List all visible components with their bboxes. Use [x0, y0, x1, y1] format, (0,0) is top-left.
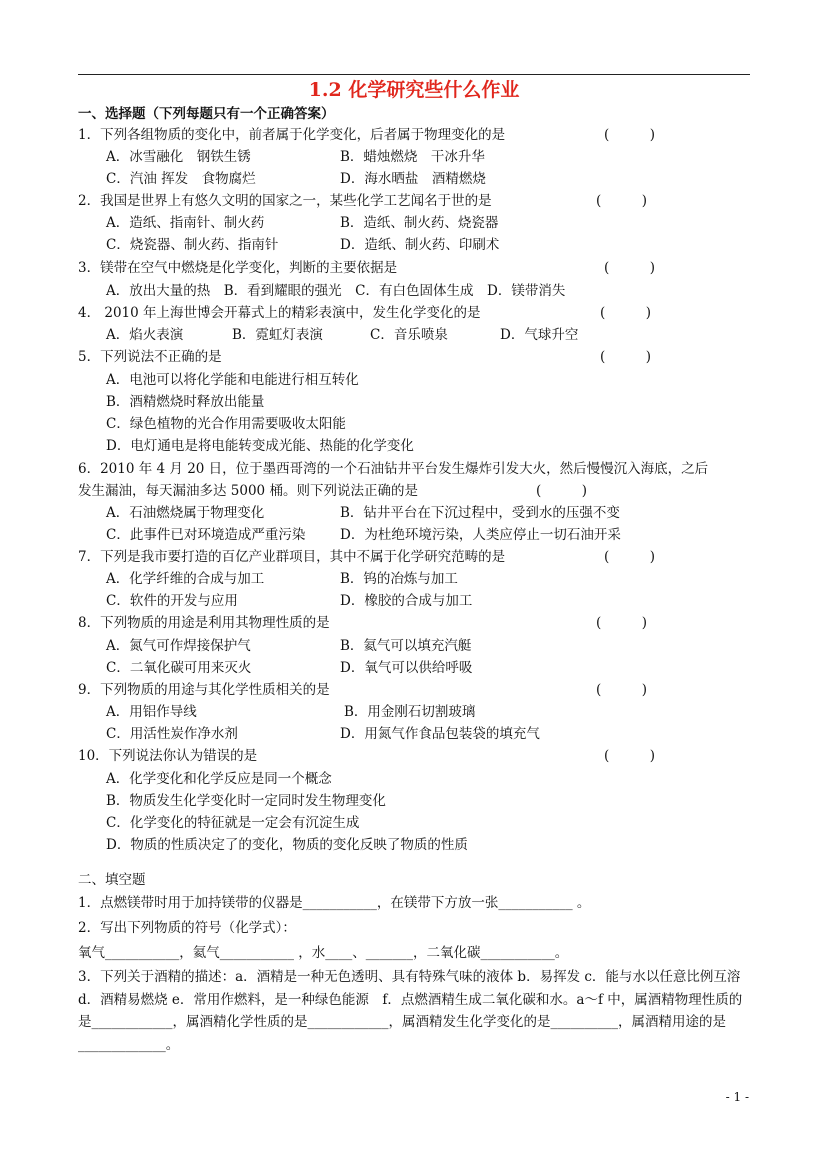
option-7d: D．橡胶的合成与加工: [340, 593, 473, 609]
option-5d: D．电灯通电是将电能转变成光能、热能的化学变化: [106, 438, 414, 454]
option-4a: A．焰火表演: [106, 327, 184, 343]
option-9a: A．用铝作导线: [106, 704, 197, 720]
question-9: 9．下列物质的用途与其化学性质相关的是: [78, 682, 330, 698]
option-10a: A．化学变化和化学反应是同一个概念: [106, 771, 332, 787]
fill-question-2-line: 氧气___________，氦气___________ ，水____、_______，二氧化碳___________。: [78, 945, 569, 961]
answer-blank-1: ( ): [604, 127, 656, 143]
option-4c: C．音乐喷泉: [370, 327, 448, 343]
answer-blank-3: ( ): [604, 260, 656, 276]
question-5: 5．下列说法不正确的是: [78, 349, 222, 365]
option-9c: C．用活性炭作净水剂: [106, 726, 238, 742]
option-9d: D．用氮气作食品包装袋的填充气: [340, 726, 540, 742]
option-1d: D．海水晒盐 酒精燃烧: [340, 171, 486, 187]
option-4d: D．气球升空: [500, 327, 579, 343]
page-number: - 1 -: [725, 1090, 749, 1104]
option-2c: C．烧瓷器、制火药、指南针: [106, 237, 279, 253]
option-5a: A．电池可以将化学能和电能进行相互转化: [106, 372, 359, 388]
option-6b: B．钻井平台在下沉过程中，受到水的压强不变: [340, 505, 620, 521]
question-6: 6．2010 年 4 月 20 日，位于墨西哥湾的一个石油钻井平台发生爆炸引发大火，然后慢慢沉入海底，之后: [78, 461, 709, 477]
answer-blank-10: ( ): [604, 748, 656, 764]
question-2: 2．我国是世界上有悠久文明的国家之一，某些化学工艺闻名于世的是: [78, 193, 492, 209]
question-7: 7．下列是我市要打造的百亿产业群项目，其中不属于化学研究范畴的是: [78, 549, 506, 565]
question-1: 1．下列各组物质的变化中，前者属于化学变化，后者属于物理变化的是: [78, 127, 506, 143]
section-choice-heading: 一、选择题（下列每题只有一个正确答案）: [78, 106, 335, 122]
option-8d: D．氧气可以供给呼吸: [340, 660, 473, 676]
option-9b: B．用金刚石切割玻璃: [344, 704, 476, 720]
option-2a: A．造纸、指南针、制火药: [106, 215, 265, 231]
question-4: 4． 2010 年上海世博会开幕式上的精彩表演中，发生化学变化的是: [78, 305, 481, 321]
option-4b: B．霓虹灯表演: [232, 327, 323, 343]
fill-question-3: 3．下列关于酒精的描述：a．酒精是一种无色透明、具有特殊气味的液体 b．易挥发 c．能与水以任意比例互溶 d．酒精易燃烧 e．常用作燃料，是一种绿色能源 f．点燃酒精生成二氧化碳和水。a～f 中，属酒精物理性质的是____________，属酒精化学性质的是____________，属酒精发生化学变化的是__________，属酒精用途的是_____________。: [78, 969, 743, 1053]
option-10b: B．物质发生化学变化时一定同时发生物理变化: [106, 793, 386, 809]
answer-blank-8: ( ): [596, 615, 648, 631]
answer-blank-7: ( ): [604, 549, 656, 565]
answer-blank-2: ( ): [596, 193, 648, 209]
option-10d: D．物质的性质决定了的变化，物质的变化反映了物质的性质: [106, 837, 468, 853]
fill-question-1: 1．点燃镁带时用于加持镁带的仪器是___________，在镁带下方放一张___________ 。: [78, 895, 591, 911]
option-2d: D．造纸、制火药、印刷术: [340, 237, 500, 253]
option-3-all: A．放出大量的热 B．看到耀眼的强光 C．有白色固体生成 D．镁带消失: [106, 283, 566, 299]
option-2b: B．造纸、制火药、烧瓷器: [340, 215, 499, 231]
section-fill-heading: 二、填空题: [78, 872, 146, 888]
page-title: 1.2 化学研究些什么作业: [308, 79, 520, 101]
option-8a: A．氮气可作焊接保护气: [106, 638, 251, 654]
option-5b: B．酒精燃烧时释放出能量: [106, 394, 265, 410]
question-10: 10．下列说法你认为错误的是: [78, 748, 258, 764]
option-8c: C．二氧化碳可用来灭火: [106, 660, 252, 676]
option-6c: C．此事件已对环境造成严重污染: [106, 527, 306, 543]
answer-blank-9: ( ): [596, 682, 648, 698]
option-6a: A．石油燃烧属于物理变化: [106, 505, 265, 521]
answer-blank-6: ( ): [536, 483, 588, 499]
option-8b: B．氦气可以填充汽艇: [340, 638, 472, 654]
answer-blank-5: ( ): [600, 349, 652, 365]
header-rule: [78, 74, 750, 75]
option-7b: B．钨的冶炼与加工: [340, 571, 458, 587]
answer-blank-4: ( ): [600, 305, 652, 321]
option-1c: C．汽油 挥发 食物腐烂: [106, 171, 256, 187]
option-7a: A．化学纤维的合成与加工: [106, 571, 265, 587]
option-1b: B．蜡烛燃烧 干冰升华: [340, 149, 485, 165]
option-5c: C．绿色植物的光合作用需要吸收太阳能: [106, 416, 346, 432]
question-8: 8．下列物质的用途是利用其物理性质的是: [78, 615, 330, 631]
fill-question-2: 2．写出下列物质的符号（化学式）：: [78, 920, 296, 936]
option-7c: C．软件的开发与应用: [106, 593, 238, 609]
option-10c: C．化学变化的特征就是一定会有沉淀生成: [106, 815, 360, 831]
option-6d: D．为杜绝环境污染，人类应停止一切石油开采: [340, 527, 621, 543]
question-3: 3．镁带在空气中燃烧是化学变化，判断的主要依据是: [78, 260, 398, 276]
question-6-cont: 发生漏油，每天漏油多达 5000 桶。则下列说法正确的是: [78, 483, 418, 499]
option-1a: A．冰雪融化 钢铁生锈: [106, 149, 251, 165]
